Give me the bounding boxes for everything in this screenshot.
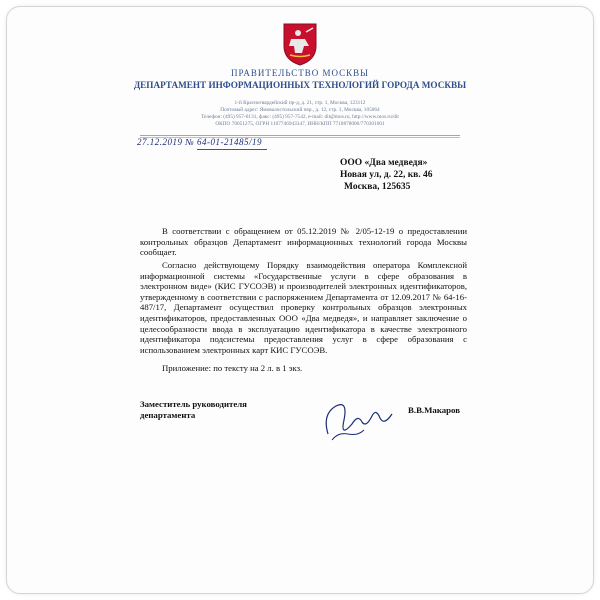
letterhead-registry: ОКПО 70051275, ОГРН 1107746943347, ИНН/КПП 7710878000/770301001 [215,121,385,127]
moscow-coat-of-arms-emblem [280,22,320,66]
recipient-name: ООО «Два медведя» [340,158,428,168]
department-title: ДЕПАРТАМЕНТ ИНФОРМАЦИОННЫХ ТЕХНОЛОГИЙ ГОРОДА МОСКВЫ [133,80,467,90]
registration-underline [197,149,267,150]
letterhead-contacts: Телефон: (495) 957-0131, факс: (495) 957-7542, e-mail: dit@mos.ru, http://www.mos.ru/dit [201,114,399,120]
recipient-street: Новая ул, д. 22, кв. 46 [340,170,433,180]
handwritten-registration-number: 27.12.2019 № 64-01-21485/19 [137,137,262,147]
letterhead-address: 1-й Красногвардейский пр-д, д. 21, стр. 1, Москва, 123112 [234,100,366,106]
signatory-name: В.В.Макаров [408,405,460,415]
letterhead-divider [140,135,460,136]
government-title: ПРАВИТЕЛЬСТВО МОСКВЫ [230,68,369,78]
signatory-title [140,399,247,421]
recipient-address [340,157,433,193]
body-paragraph-1: В соответствии с обращением от 05.12.2019 № 2/05-12-19 о предоставлении контрольных образцов Департамент информационных технологий города Москвы сообщает. [140,226,467,258]
attachment-note: Приложение: по тексту на 2 л. в 1 экз. [162,363,303,373]
recipient-city: Москва, 125635 [344,182,411,192]
signatory-title-line1: Заместитель руководителя [140,399,247,409]
handwritten-signature [318,394,400,446]
letterhead-postal-address: Почтовый адрес: Ямовалостольский пер., д. 12, стр. 1, Москва, 105064 [220,107,380,113]
body-paragraph-2: Согласно действующему Порядку взаимодействия оператора Комплексной информационной системы «Государственные услуги в сфере образования в электронном виде» (КИС ГУСОЭВ) и производителей электронных идентификаторов, утвержденному в соответствии с распоряжением Департамента от 12.09.2017 № 64-16-487/17, Департамент осуществил проверку контрольных образцов электронных идентификаторов, предоставленных ООО «Два медведя», и направляет заключение о целесообразности ввода в эксплуатацию идентификатора в качестве электронного идентификатора подсистемы предоставления услуг в сфере образования с использованием электронных карт КИС ГУСОЭВ. [140,260,467,355]
signatory-title-line2: департамента [140,410,196,420]
